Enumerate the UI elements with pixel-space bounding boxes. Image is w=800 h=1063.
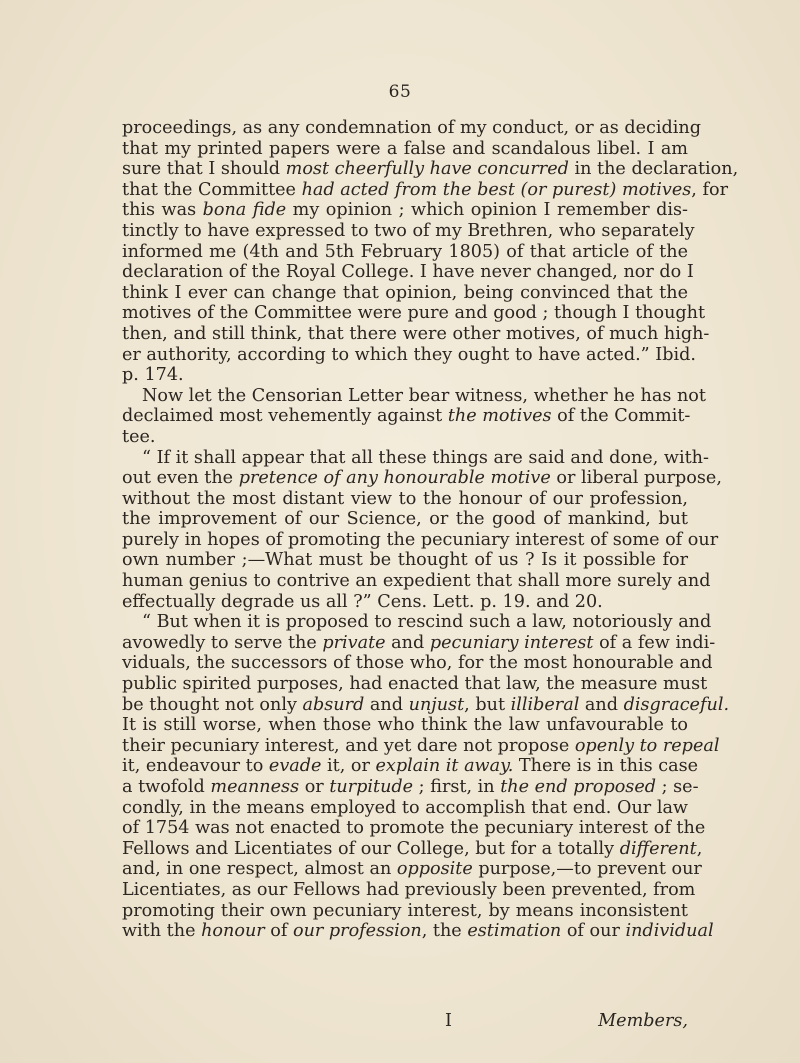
text-segment: er authority, according to which they ought to have acted.” Ibid. [122,344,696,365]
body-text [122,118,739,942]
text-segment: human genius to contrive an expedient that shall more surely and [122,571,711,592]
italic-text: most cheerfully have concurred [285,159,569,180]
text-line [122,159,739,180]
text-line [122,118,702,139]
italic-text: evade [268,756,322,777]
text-line [122,447,709,469]
italic-text: opposite [396,859,473,880]
italic-text: the end proposed [500,777,657,797]
text-segment: proceedings, as any condemnation of my conduct, or as deciding [122,118,702,138]
text-segment: purely in hopes of promoting the pecuniary interest of some of our [122,529,719,550]
text-segment: ; se- [656,777,699,797]
text-segment: , but [464,694,511,715]
text-segment: it, or [321,756,376,777]
text-line [122,694,730,716]
text-line [122,756,699,777]
catchword: Members, [598,1011,688,1031]
text-segment: their pecuniary interest, and yet dare not propose [122,735,575,756]
text-segment: in the declaration, [568,159,739,180]
text-segment: avowedly to serve the [122,632,323,653]
text-segment: public spirited purposes, had enacted that law, the measure must [122,674,708,695]
text-segment: “ If it shall appear that all these things are said and done, with- [142,447,709,468]
text-line [122,303,706,324]
text-line [122,200,688,221]
italic-text: estimation [467,921,562,942]
text-segment: with the [122,921,202,942]
text-line [122,632,716,654]
text-segment: this was [122,200,203,221]
text-segment: There is in this case [513,756,699,777]
text-segment: effectually degrade us all ?” Cens. Lett. p. 19. and 20. [122,591,603,612]
text-segment: declaration of the Royal College. I have never changed, nor do I [122,262,694,283]
text-segment: informed me (4th and 5th February 1805) of that article of the [122,241,688,262]
text-segment: then, and still think, that there were other motives, of much high- [122,323,710,344]
text-segment: declaimed most vehemently against [122,406,448,427]
text-line [122,674,708,695]
italic-text: motives [621,179,692,200]
italic-text: unjust [408,694,465,715]
text-line [122,385,706,407]
italic-text: pretence of any honourable motive [238,468,551,489]
text-line [122,283,688,304]
text-line [122,468,722,489]
text-segment: or liberal purpose, [550,468,722,489]
text-segment: my opinion ; which opinion I remember dis- [286,200,689,221]
text-segment: and [385,632,430,653]
text-segment: tee. [122,426,156,447]
text-line [122,262,694,283]
text-segment: motives of the Committee were pure and good ; though I thought [122,303,706,324]
italic-text: different [619,838,697,859]
italic-text: illiberal [510,694,580,715]
text-segment: of our [561,921,626,942]
text-segment: it, endeavour to [122,756,269,777]
text-line [122,818,706,839]
text-line [122,838,703,860]
text-segment: promoting their own pecuniary interest, by means inconsistent [122,900,688,921]
text-segment: think I ever can change that opinion, being convinced that the [122,282,688,303]
text-segment: of a few indi- [593,632,716,653]
text-line [122,220,695,242]
text-segment: tinctly to have expressed to two of my Brethren, who separately [122,220,695,241]
text-line [122,921,714,942]
italic-text: bona fide [202,200,287,221]
text-segment: “ But when it is proposed to rescind such a law, notoriously and [142,612,712,633]
italic-text: explain it away. [375,756,514,777]
text-segment: sure that I should [122,159,286,180]
text-line [122,529,719,551]
text-line [122,653,713,674]
text-segment: condly, in the means employed to accomplish that end. Our law [122,797,688,818]
text-line [122,798,688,819]
text-line [122,735,720,757]
text-line [122,406,691,427]
text-segment: ; first, in [413,777,501,797]
text-line [122,571,711,592]
text-line [122,859,702,880]
text-segment: that the Committee [122,179,302,200]
italic-text: had acted from the best (or purest) [301,179,617,200]
text-segment: and [579,694,624,715]
text-segment: or [299,777,330,797]
text-segment: p. 174. [122,365,184,386]
text-line [122,509,688,530]
text-segment: and [364,694,409,715]
italic-text: meanness [210,777,300,797]
text-line [122,427,688,448]
text-segment: purpose,—to prevent our [472,859,702,880]
italic-text: turpitude [329,777,414,797]
text-line [122,323,710,345]
italic-text: pecuniary interest [429,632,594,653]
signature-mark: I [445,1011,452,1031]
text-segment: Fellows and Licentiates of our College, but for a totally [122,838,620,859]
text-segment: be thought not only [122,694,303,715]
italic-text: private [322,632,386,653]
text-segment: It is still worse, when those who think the law unfavourable to [122,715,688,736]
text-line [122,179,728,201]
text-segment: of [264,921,293,942]
italic-text: our profession [292,921,422,942]
text-line [122,550,688,571]
text-line [122,879,696,901]
text-segment: , for [691,179,728,200]
text-segment: of the Commit- [551,406,691,427]
text-segment: without the most distant view to the honour of our profession, [122,488,688,509]
text-line [122,242,688,263]
italic-text: the motives [447,406,552,427]
text-segment: the improvement of our Science, or the good of mankind, but [122,509,688,530]
text-segment: and, in one respect, almost an [122,859,397,880]
text-segment: , the [421,921,468,942]
text-segment: own number ;—What must be thought of us ? Is it possible for [122,550,688,571]
page-number: 65 [388,82,412,102]
italic-text: disgraceful. [623,694,730,715]
text-segment: , [696,838,703,859]
text-line [122,715,688,736]
text-line [122,612,712,633]
text-line [122,901,688,922]
italic-text: honour [201,921,265,942]
text-segment: a twofold [122,777,211,797]
text-segment: viduals, the successors of those who, for the most honourable and [122,653,713,674]
text-segment: Now let the Censorian Letter bear witness, whether he has not [142,385,706,406]
text-line [122,139,688,160]
text-line [122,489,688,510]
text-line [122,777,699,798]
italic-text: individual [625,921,714,942]
italic-text: absurd [302,694,365,715]
text-segment: that my printed papers were a false and scandalous libel. I am [122,138,688,159]
text-segment: out even the [122,468,239,489]
text-segment: of 1754 was not enacted to promote the pecuniary interest of the [122,818,706,839]
text-line [122,592,688,613]
text-line [122,365,688,386]
text-segment: Licentiates, as our Fellows had previously been prevented, from [122,879,696,900]
italic-text: openly to repeal [574,735,720,756]
text-line [122,344,696,366]
